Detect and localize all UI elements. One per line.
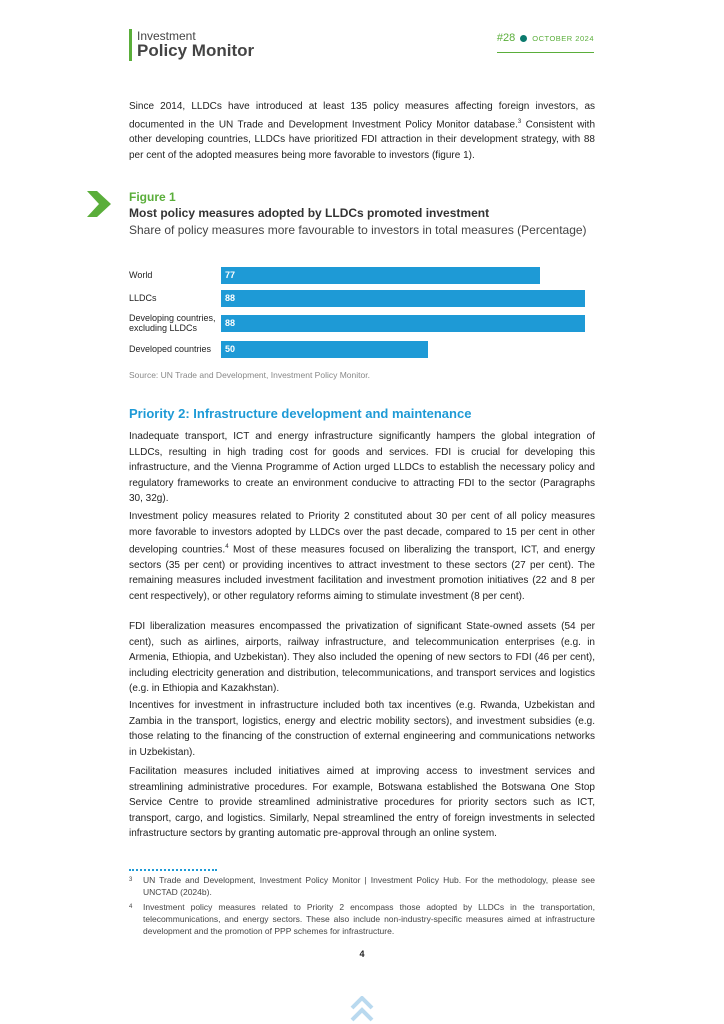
bar: [221, 267, 540, 284]
bar-value-label: 50: [225, 344, 236, 354]
section-heading: Priority 2: Infrastructure development and maintenance: [129, 406, 472, 421]
intro-text-cont: Consistent with other developing countries, LLDCs have prioritized FDI attraction in their development strategy, with 88 per cent of the adopted measures being more favorable to investors (figure 1).: [129, 118, 595, 161]
bar-value-label: 88: [225, 318, 236, 328]
bar-label: [129, 293, 219, 303]
footnote-text: Investment policy measures related to Priority 2 encompass those adopted by LLDCs in the transportation, telecommunications, and energy sectors. These also include non-industry-specific measures aimed at infrastructure development and the promotion of PPP schemes for infrastructure.: [143, 902, 595, 936]
bar-label-line: excluding LLDCs: [129, 323, 198, 333]
bar: [221, 341, 428, 358]
bar-label-line: Developed countries: [129, 344, 212, 354]
footnote-4: [129, 901, 595, 937]
header-accent-bar: [129, 29, 132, 61]
dot-icon: [520, 35, 527, 42]
figure-title: Most policy measures adopted by LLDCs promoted investment: [129, 206, 490, 220]
bar-value-label: 88: [225, 293, 236, 303]
footnote-separator: [129, 869, 217, 871]
page-number: 4: [359, 949, 365, 959]
section-paragraph-5: Facilitation measures included initiatives aimed at improving access to investment services and streamlining administrative procedures. For example, Botswana established the Botswana One Stop Service Centre to provide streamlined administrative procedures for priority sectors such as ICT, transport, cargo, and logistics. Similarly, Nepal streamlined the entry of foreign investments in selected infrastructure sectors by granting automatic pre-approval through an online system.: [129, 766, 595, 839]
section-paragraph-1: Inadequate transport, ICT and energy infrastructure significantly hampers the global integration of LLDCs, resulting in high trading cost for goods and services. FDI is crucial for developing this infrastructure, and the Vienna Programme of Action urged LLDCs to establish the necessary policy and regulatory frameworks to create an environment conducive to attracting FDI to the sector (Paragraphs 30, 32g).: [129, 431, 595, 504]
bar-label: [129, 344, 219, 354]
bar-label-line: World: [129, 270, 153, 280]
section-paragraph-3: FDI liberalization measures encompassed the privatization of significant State-owned assets (54 per cent), such as airlines, airports, railway infrastructure, and telecommunication enterprises (e.g. in Armenia, Ethiopia, and Uzbekistan). They also included the opening of new sectors to FDI (46 per cent), including electricity generation and distribution, telecommunications, and transport services and logistics (e.g. in Ethiopia and Kazakhstan).: [129, 621, 595, 694]
footnote-number: 3: [129, 877, 133, 883]
publication-title-line2: Policy Monitor: [137, 41, 255, 60]
bar-label-line: LLDCs: [129, 293, 157, 303]
figure-source: Source: UN Trade and Development, Investment Policy Monitor.: [129, 370, 370, 380]
chevron-right-icon: [87, 191, 111, 217]
publication-title-line1: Investment: [137, 29, 196, 43]
bar-chart: [129, 262, 599, 362]
figure-label: Figure 1: [129, 190, 176, 204]
figure-subtitle: Share of policy measures more favourable to investors in total measures (Percentage): [129, 223, 587, 237]
section-paragraph-4: Incentives for investment in infrastructure included both tax incentives (e.g. Rwanda, Uzbekistan and Zambia in the transport, logistics, energy and electric mobility sectors), and investment subsidies (e.g. those relating to the financing of the construction of external engineering and communications networks in Uzbekistan).: [129, 700, 595, 758]
issue-badge: [497, 32, 594, 53]
intro-text: Since 2014, LLDCs have introduced at least 135 policy measures affecting foreign investors, as documented in the UN Trade and Development Investment Policy Monitor database.: [129, 101, 595, 130]
section-paragraph-2-cont: Most of these measures focused on liberalizing the transport, ICT, and energy sectors (35 per cent) or providing incentives to attract investment to these sectors (27 per cent). The remaining measures included investment facilitation and investment promotion initiatives (22 and 8 per cent respectively), or other regulatory reforms aiming to stimulate investment (8 per cent).: [129, 544, 595, 602]
section-paragraph-2-text: Investment policy measures related to Priority 2 constituted about 30 per cent of all policy measures more favorable to investors adopted by LLDCs over the past decade, compared to 15 per cent in other developing countries.: [129, 511, 595, 556]
issue-number: #28: [496, 32, 516, 44]
bar-label: [129, 270, 219, 280]
footnote-text: UN Trade and Development, Investment Policy Monitor | Investment Policy Hub. For the methodology, please see UNCTAD (2024b).: [143, 875, 595, 897]
double-chevron-up-icon[interactable]: [350, 996, 374, 1024]
bar: [221, 315, 585, 332]
issue-date: OCTOBER 2024: [532, 33, 594, 43]
intro-paragraph: [129, 99, 595, 163]
bar-value-label: 77: [225, 270, 236, 280]
footnote-number: 4: [129, 904, 133, 910]
section-paragraph-2: [129, 509, 595, 604]
footnote-ref-3[interactable]: 3: [517, 118, 522, 125]
bar: [221, 290, 585, 307]
footnote-3: [129, 874, 595, 898]
footnote-ref-4[interactable]: 4: [225, 544, 229, 550]
bar-label-line: Developing countries,: [129, 313, 216, 323]
bar-label: [129, 313, 219, 333]
